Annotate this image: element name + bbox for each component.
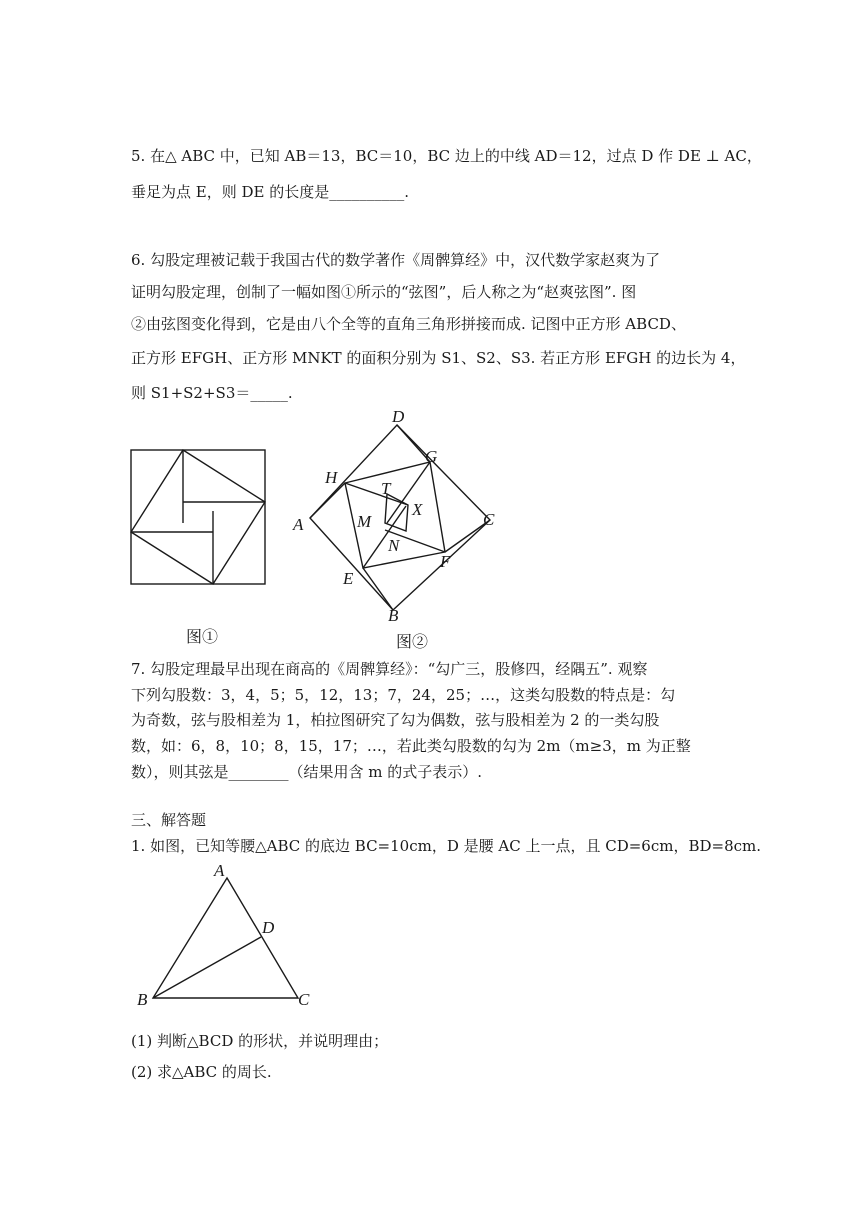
problem-s1-line1: 1. 如图，已知等腰△ABC 的底边 BC=10cm，D 是腰 AC 上一点，且 CD=6cm，BD=8cm.	[131, 837, 762, 855]
label-d: D	[262, 918, 275, 937]
label-n: N	[388, 536, 400, 555]
figure2-diagram	[285, 405, 505, 635]
label-e: E	[343, 569, 354, 588]
label-a: A	[293, 515, 304, 534]
label-f: F	[440, 552, 451, 571]
problem7-line5: 数），则其弦是________（结果用含 m 的式子表示）.	[131, 763, 483, 781]
label-d: D	[392, 407, 405, 426]
problem7-line3: 为奇数，弦与股相差为 1，柏拉图研究了勾为偶数，弦与股相差为 2 的一类勾股	[131, 711, 660, 729]
problem-s1-part2: (2) 求△ABC 的周长.	[131, 1063, 272, 1081]
label-m: M	[357, 512, 372, 531]
square-mnkt	[385, 494, 408, 531]
figure1-caption: 图①	[186, 627, 219, 646]
label-a: A	[214, 861, 225, 880]
inner-square	[131, 450, 265, 584]
problem7-line4: 数，如：6，8，10；8，15，17；…，若此类勾股数的勾为 2m（m≥3，m 为正整	[131, 737, 691, 755]
label-x: X	[412, 500, 423, 519]
problem6-line4: 正方形 EFGH、正方形 MNKT 的面积分别为 S1、S2、S3. 若正方形 EFGH 的边长为 4，	[131, 349, 746, 367]
problem-s1-part1: (1) 判断△BCD 的形状，并说明理由；	[131, 1032, 389, 1050]
label-t: T	[381, 479, 391, 498]
problem6-line5: 则 S1+S2+S3＝_____.	[131, 384, 293, 402]
label-g: G	[425, 447, 438, 466]
problem7-line1: 7. 勾股定理最早出现在商高的《周髀算经》：“勾广三，股修四，经隅五”. 观察	[131, 660, 648, 678]
label-b: B	[388, 606, 399, 625]
triangle-abc	[153, 878, 298, 998]
label-h: H	[325, 468, 338, 487]
figure3-triangle	[130, 860, 330, 1015]
figure1-string-diagram	[125, 445, 275, 590]
problem6-line1: 6. 勾股定理被记载于我国古代的数学著作《周髀算经》中，汉代数学家赵爽为了	[131, 251, 661, 269]
segment-bd	[153, 937, 261, 998]
label-b: B	[137, 990, 148, 1009]
label-c: C	[298, 990, 310, 1009]
square-abcd	[310, 425, 490, 610]
problem5-line2: 垂足为点 E，则 DE 的长度是__________.	[131, 183, 409, 201]
outer-square	[131, 450, 265, 584]
label-c: C	[483, 510, 495, 529]
figure2-caption: 图②	[396, 632, 429, 651]
problem5-line1: 5. 在△ ABC 中，已知 AB＝13，BC＝10，BC 边上的中线 AD＝12，过点 D 作 DE ⊥ AC，	[131, 147, 762, 165]
problem7-line2: 下列勾股数：3，4，5；5，12，13；7，24，25；…，这类勾股数的特点是：勾	[131, 686, 676, 704]
problem6-line2: 证明勾股定理，创制了一幅如图①所示的“弦图”，后人称之为“赵爽弦图”. 图	[131, 283, 637, 301]
section3-heading: 三、解答题	[131, 811, 207, 829]
problem6-line3: ②由弦图变化得到，它是由八个全等的直角三角形拼接而成. 记图中正方形 ABCD、	[131, 315, 686, 333]
